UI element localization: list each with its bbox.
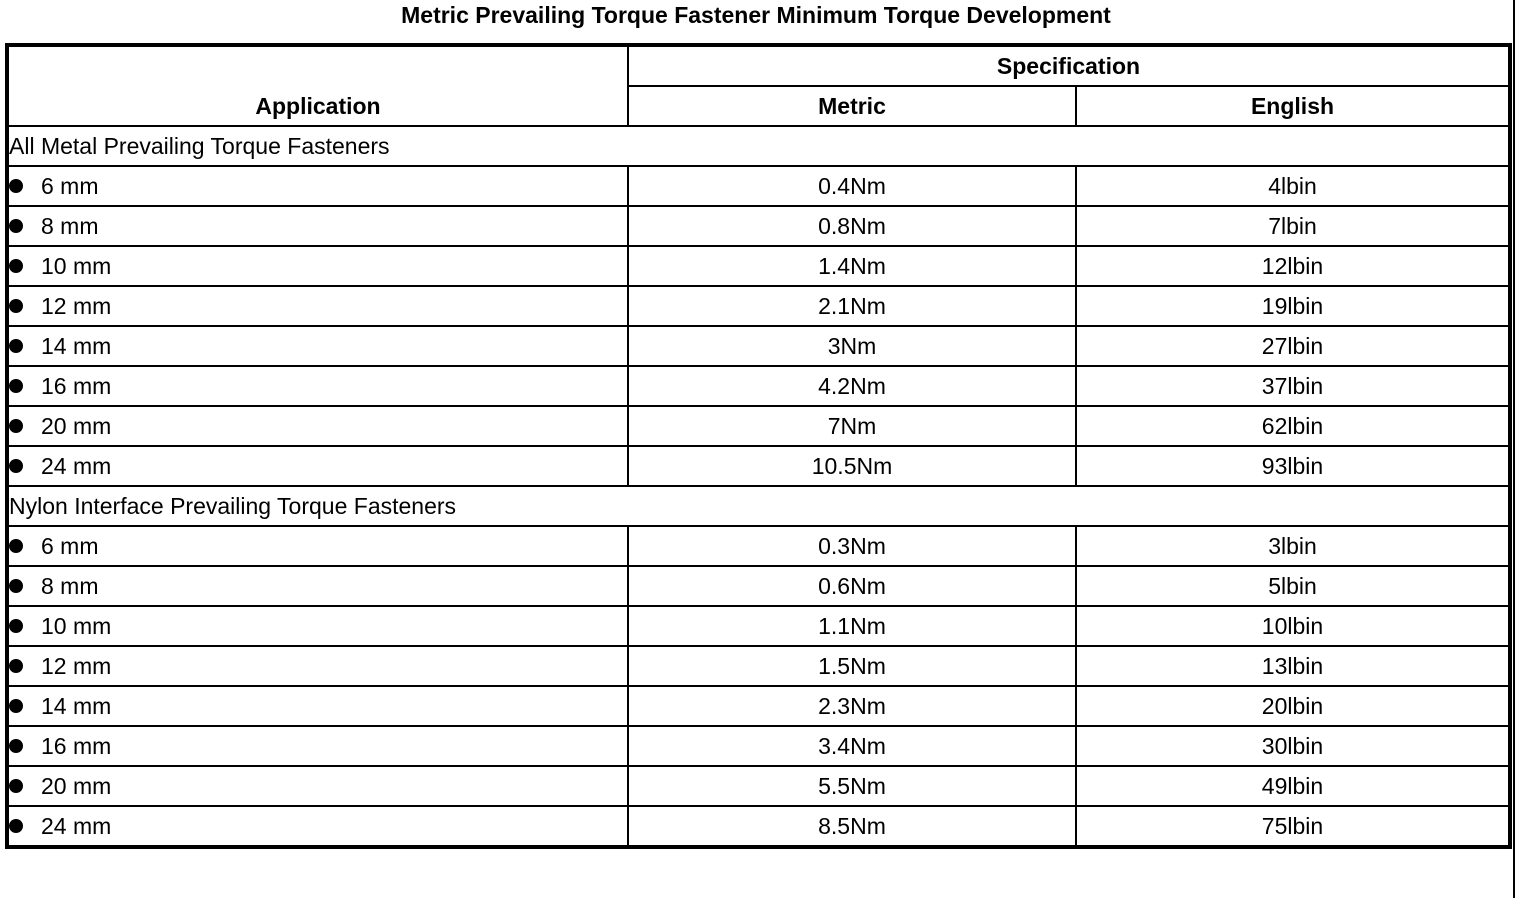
bullet-icon <box>9 539 23 553</box>
section-label: Nylon Interface Prevailing Torque Fasteners <box>7 486 1510 526</box>
application-cell <box>7 206 628 246</box>
section-row <box>7 126 1510 166</box>
application-cell <box>7 566 628 606</box>
fastener-size: 10 mm <box>41 613 112 639</box>
english-value: 30lbin <box>1076 726 1510 766</box>
table-row <box>7 286 1510 326</box>
application-cell <box>7 606 628 646</box>
table-body <box>7 126 1510 847</box>
fastener-size: 12 mm <box>41 293 112 319</box>
table-row <box>7 606 1510 646</box>
bullet-icon <box>9 819 23 833</box>
bullet-icon <box>9 419 23 433</box>
table-row <box>7 566 1510 606</box>
english-value: 27lbin <box>1076 326 1510 366</box>
metric-value: 3Nm <box>628 326 1076 366</box>
fastener-size: 12 mm <box>41 653 112 679</box>
application-cell <box>7 806 628 847</box>
application-cell <box>7 326 628 366</box>
metric-value: 3.4Nm <box>628 726 1076 766</box>
metric-value: 0.6Nm <box>628 566 1076 606</box>
table-row <box>7 726 1510 766</box>
application-cell <box>7 406 628 446</box>
metric-value: 1.5Nm <box>628 646 1076 686</box>
fastener-size: 6 mm <box>41 173 99 199</box>
application-cell <box>7 646 628 686</box>
fastener-size: 16 mm <box>41 373 112 399</box>
fastener-size: 16 mm <box>41 733 112 759</box>
fastener-size: 24 mm <box>41 453 112 479</box>
header-specification: Specification <box>628 45 1510 86</box>
metric-value: 1.4Nm <box>628 246 1076 286</box>
bullet-icon <box>9 459 23 473</box>
application-cell <box>7 726 628 766</box>
metric-value: 1.1Nm <box>628 606 1076 646</box>
fastener-size: 20 mm <box>41 413 112 439</box>
table-row <box>7 366 1510 406</box>
english-value: 5lbin <box>1076 566 1510 606</box>
table-row <box>7 246 1510 286</box>
header-english: English <box>1076 86 1510 126</box>
metric-value: 5.5Nm <box>628 766 1076 806</box>
english-value: 3lbin <box>1076 526 1510 566</box>
table-row <box>7 806 1510 847</box>
section-row <box>7 486 1510 526</box>
bullet-icon <box>9 299 23 313</box>
english-value: 13lbin <box>1076 646 1510 686</box>
english-value: 19lbin <box>1076 286 1510 326</box>
fastener-size: 14 mm <box>41 693 112 719</box>
bullet-icon <box>9 219 23 233</box>
metric-value: 8.5Nm <box>628 806 1076 847</box>
metric-value: 7Nm <box>628 406 1076 446</box>
application-cell <box>7 366 628 406</box>
bullet-icon <box>9 579 23 593</box>
metric-value: 2.3Nm <box>628 686 1076 726</box>
bullet-icon <box>9 259 23 273</box>
fastener-size: 8 mm <box>41 573 99 599</box>
table-row <box>7 646 1510 686</box>
table-row <box>7 686 1510 726</box>
metric-value: 4.2Nm <box>628 366 1076 406</box>
english-value: 93lbin <box>1076 446 1510 486</box>
table-row <box>7 326 1510 366</box>
metric-value: 0.3Nm <box>628 526 1076 566</box>
english-value: 75lbin <box>1076 806 1510 847</box>
fastener-size: 10 mm <box>41 253 112 279</box>
application-cell <box>7 766 628 806</box>
table-row <box>7 446 1510 486</box>
metric-value: 0.8Nm <box>628 206 1076 246</box>
application-cell <box>7 526 628 566</box>
english-value: 12lbin <box>1076 246 1510 286</box>
bullet-icon <box>9 699 23 713</box>
bullet-icon <box>9 619 23 633</box>
bullet-icon <box>9 379 23 393</box>
fastener-size: 6 mm <box>41 533 99 559</box>
page-edge-line <box>1513 0 1515 898</box>
metric-value: 2.1Nm <box>628 286 1076 326</box>
fastener-size: 8 mm <box>41 213 99 239</box>
english-value: 62lbin <box>1076 406 1510 446</box>
application-cell <box>7 286 628 326</box>
bullet-icon <box>9 779 23 793</box>
bullet-icon <box>9 179 23 193</box>
english-value: 37lbin <box>1076 366 1510 406</box>
table-row <box>7 166 1510 206</box>
table-row <box>7 206 1510 246</box>
english-value: 20lbin <box>1076 686 1510 726</box>
english-value: 4lbin <box>1076 166 1510 206</box>
application-cell <box>7 686 628 726</box>
table-row <box>7 406 1510 446</box>
table-row <box>7 766 1510 806</box>
fastener-size: 20 mm <box>41 773 112 799</box>
english-value: 10lbin <box>1076 606 1510 646</box>
bullet-icon <box>9 739 23 753</box>
section-label: All Metal Prevailing Torque Fasteners <box>7 126 1510 166</box>
bullet-icon <box>9 339 23 353</box>
fastener-size: 14 mm <box>41 333 112 359</box>
header-metric: Metric <box>628 86 1076 126</box>
application-cell <box>7 446 628 486</box>
fastener-size: 24 mm <box>41 813 112 839</box>
english-value: 49lbin <box>1076 766 1510 806</box>
application-cell <box>7 246 628 286</box>
bullet-icon <box>9 659 23 673</box>
table-row <box>7 526 1510 566</box>
metric-value: 0.4Nm <box>628 166 1076 206</box>
english-value: 7lbin <box>1076 206 1510 246</box>
header-application: Application <box>7 45 628 126</box>
table-title: Metric Prevailing Torque Fastener Minimum Torque Development <box>401 2 1111 28</box>
torque-spec-table <box>5 43 1512 849</box>
metric-value: 10.5Nm <box>628 446 1076 486</box>
application-cell <box>7 166 628 206</box>
